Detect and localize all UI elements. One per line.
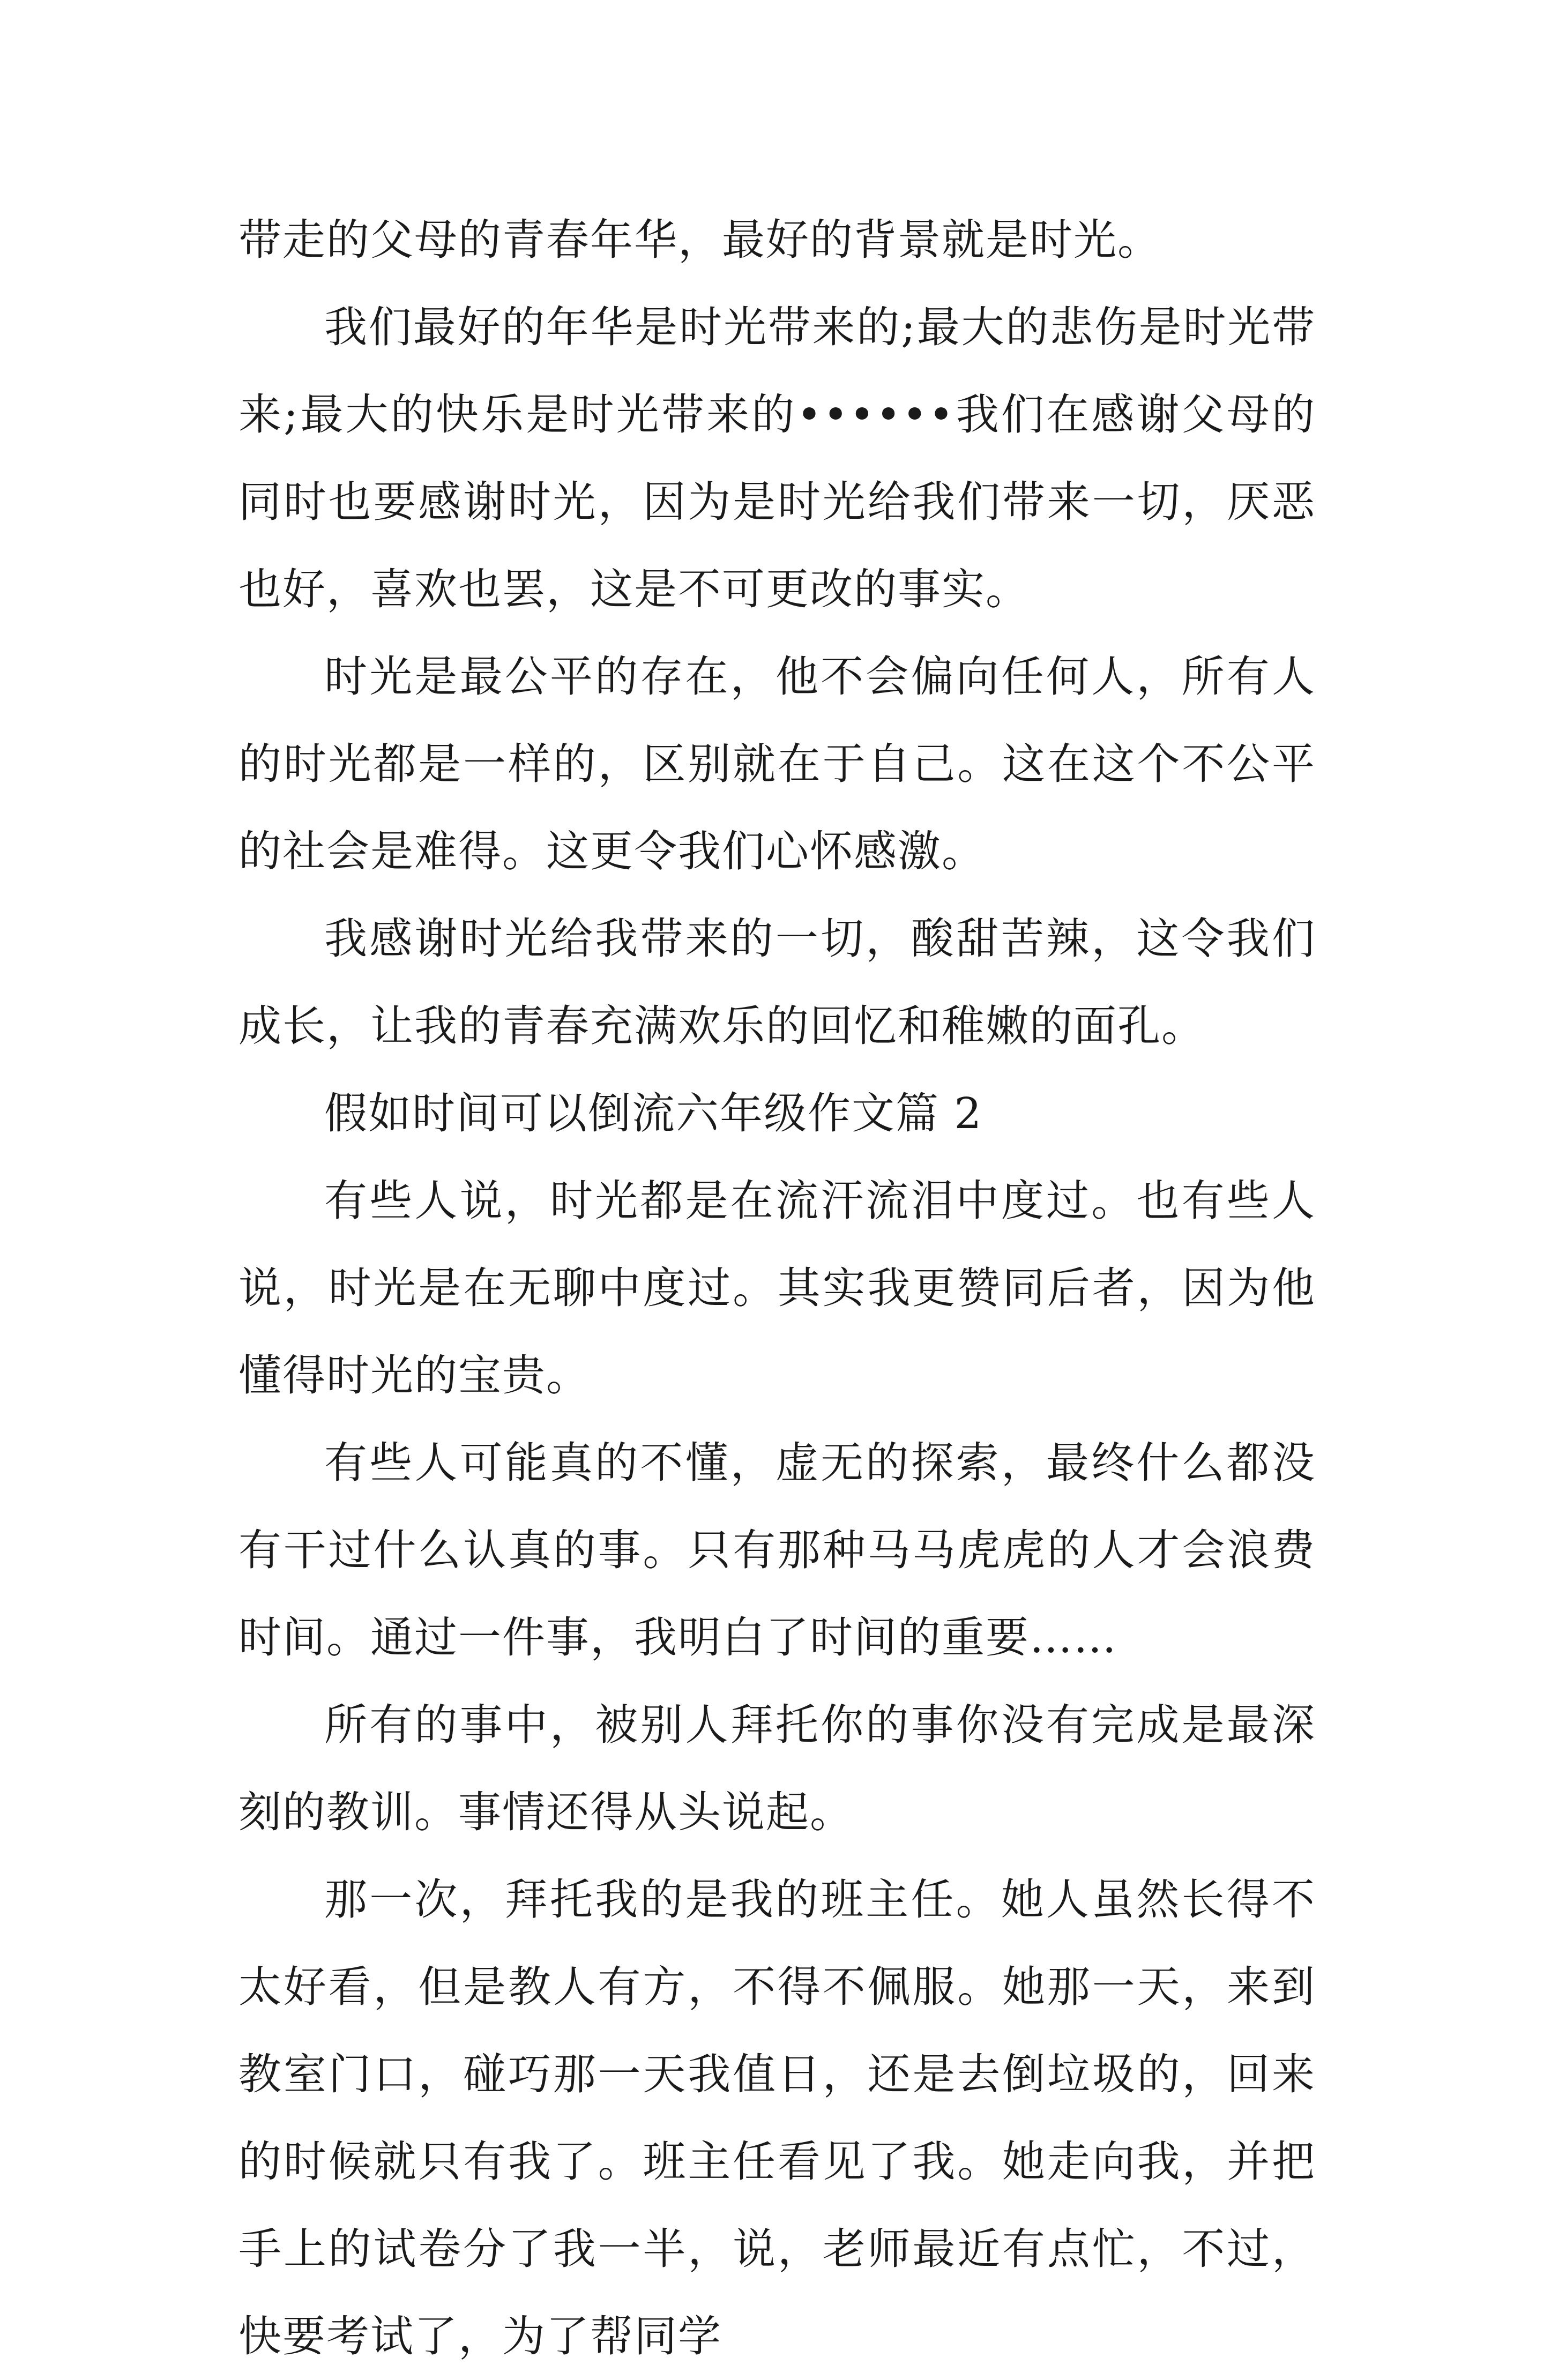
- paragraph-5: 有些人说，时光都是在流汗流泪中度过。也有些人说，时光是在无聊中度过。其实我更赞同后者，因为他懂得时光的宝贵。: [238, 1176, 1316, 1400]
- paragraph-2: 我们最好的年华是时光带来的;最大的悲伤是时光带来;最大的快乐是时光带来的••••••我们在感谢父母的同时也要感谢时光，因为是时光给我们带来一切，厌恶也好，喜欢也罢，这是不可更改的事实。: [238, 302, 1316, 614]
- paragraph-6: 有些人可能真的不懂，虚无的探索，最终什么都没有干过什么认真的事。只有那种马马虎虎的人才会浪费时间。通过一件事，我明白了时间的重要……: [238, 1438, 1316, 1662]
- document-body: [238, 196, 1316, 2380]
- paragraph-4: 我感谢时光给我带来的一切，酸甜苦辣，这令我们成长，让我的青春充满欢乐的回忆和稚嫩的面孔。: [238, 914, 1316, 1051]
- paragraph-3: 时光是最公平的存在，他不会偏向任何人，所有人的时光都是一样的，区别就在于自己。这在这个不公平的社会是难得。这更令我们心怀感激。: [238, 652, 1316, 876]
- paragraph-8: 那一次，拜托我的是我的班主任。她人虽然长得不太好看，但是教人有方，不得不佩服。她那一天，来到教室门口，碰巧那一天我值日，还是去倒垃圾的，回来的时候就只有我了。班主任看见了我。她走向我，并把手上的试卷分了我一半，说，老师最近有点忙，不过，快要考试了，为了帮同学: [238, 1875, 1316, 2361]
- paragraph-1: 带走的父母的青春年华，最好的背景就是时光。: [238, 215, 1161, 265]
- section-heading: 假如时间可以倒流六年级作文篇 2: [324, 1088, 983, 1138]
- paragraph-7: 所有的事中，被别人拜托你的事你没有完成是最深刻的教训。事情还得从头说起。: [238, 1700, 1316, 1837]
